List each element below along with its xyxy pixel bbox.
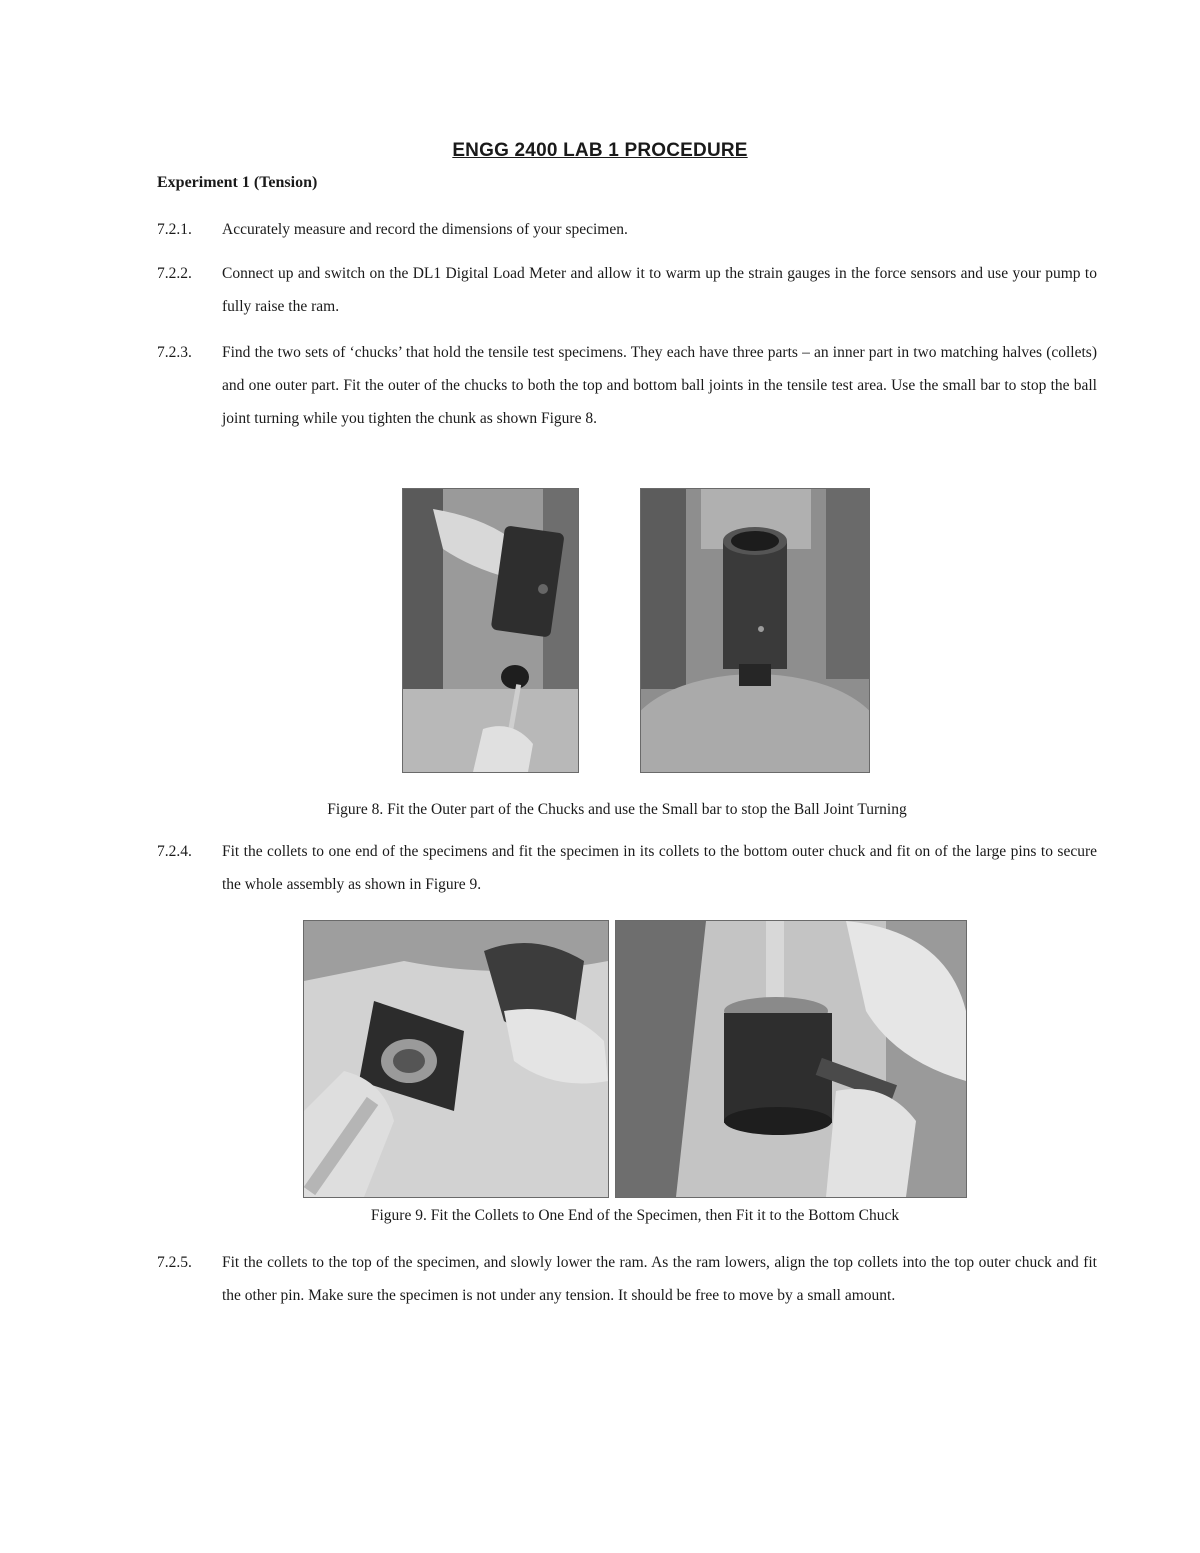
figure-8-caption: Figure 8. Fit the Outer part of the Chucks and use the Small bar to stop the Ball Joint Turning (327, 801, 907, 818)
step-text: Connect up and switch on the DL1 Digital Load Meter and allow it to warm up the strain gauges in the force sensors and use your pump to fully raise the ram. (222, 265, 1097, 315)
figure-9-photo-left (303, 920, 609, 1198)
document-title: ENGG 2400 LAB 1 PROCEDURE (452, 140, 748, 161)
step-text: Fit the collets to the top of the specimen, and slowly lower the ram. As the ram lowers, align the top collets into the top outer chuck and fit the other pin. Make sure the specimen is not under any tension. It should be free to move by a small amount. (222, 1254, 1097, 1304)
step-number: 7.2.1. (157, 221, 192, 238)
step-number: 7.2.2. (157, 265, 192, 282)
step-text: Accurately measure and record the dimensions of your specimen. (222, 221, 628, 238)
step-number: 7.2.3. (157, 344, 192, 361)
figure-9-caption: Figure 9. Fit the Collets to One End of the Specimen, then Fit it to the Bottom Chuck (370, 1207, 900, 1224)
step-text: Fit the collets to one end of the specimens and fit the specimen in its collets to the bottom outer chuck and fit on of the large pins to secure the whole assembly as shown in Figure 9. (222, 843, 1097, 893)
figure-8-photo-left (402, 488, 579, 773)
step-text: Find the two sets of ‘chucks’ that hold the tensile test specimens. They each have three parts – an inner part in two matching halves (collets) and one outer part. Fit the outer of the chucks to both the top and bottom ball joints in the tensile test area. Use the small bar to stop the ball joint turning while you tighten the chunk as shown Figure 8. (222, 344, 1097, 427)
figure-9-photo-right (615, 920, 967, 1198)
step-number: 7.2.5. (157, 1254, 192, 1271)
figure-8-photo-right (640, 488, 870, 773)
step-number: 7.2.4. (157, 843, 192, 860)
section-heading: Experiment 1 (Tension) (157, 174, 318, 191)
